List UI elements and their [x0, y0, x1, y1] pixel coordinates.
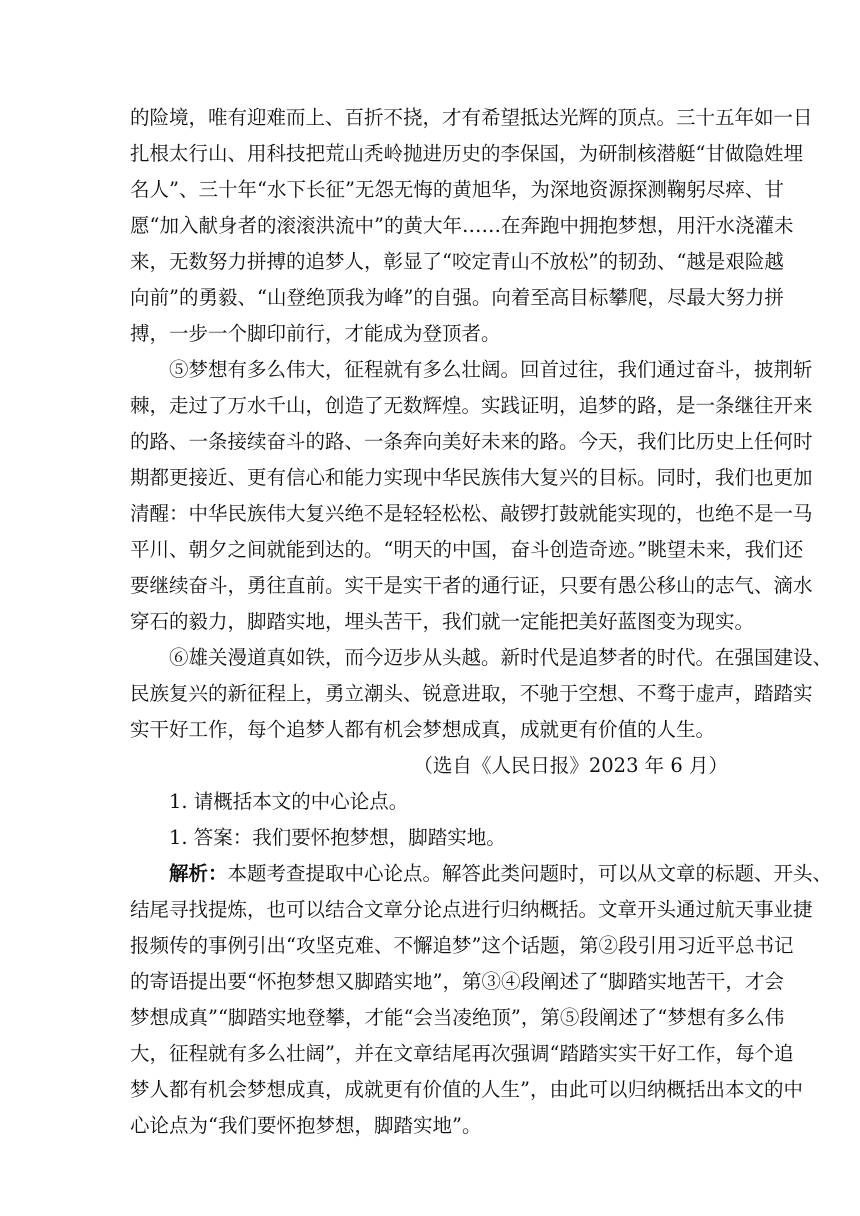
text-line: 穿石的毅力，脚踏实地，埋头苦干，我们就一定能把美好蓝图变为现实。 — [130, 610, 755, 633]
text-line: 要继续奋斗，勇往直前。实干是实干者的通行证，只要有愚公移山的志气、滴水 — [130, 574, 813, 597]
question: 1. 请概括本文的中心论点。 — [169, 790, 409, 813]
text-line: ⑤梦想有多么伟大，征程就有多么壮阔。回首过往，我们通过奋斗，披荆斩 — [169, 358, 813, 381]
analysis — [130, 856, 833, 1144]
document-page — [130, 100, 833, 1144]
text-line: 报频传的事例引出“攻坚克难、不懈追梦”这个话题，第②段引用习近平总书记 — [130, 934, 794, 957]
text-line: 实干好工作，每个追梦人都有机会梦想成真，成就更有价值的人生。 — [130, 718, 716, 741]
text-line: 的险境，唯有迎难而上、百折不挠，才有希望抵达光辉的顶点。三十五年如一日 — [130, 106, 813, 129]
text-line: 民族复兴的新征程上，勇立潮头、锐意进取，不驰于空想、不骛于虚声，踏踏实 — [130, 682, 813, 705]
text-line: 梦人都有机会梦想成真，成就更有价值的人生”，由此可以归纳概括出本文的中 — [130, 1078, 803, 1101]
paragraph-6 — [130, 640, 833, 748]
text-line: 结尾寻找提炼，也可以结合文章分论点进行归纳概括。文章开头通过航天事业捷 — [130, 898, 813, 921]
text-line: 愿“加入献身者的滚滚洪流中”的黄大年……在奔跑中拥抱梦想，用汗水浇灌未 — [130, 214, 794, 237]
text-line: 清醒：中华民族伟大复兴绝不是轻轻松松、敲锣打鼓就能实现的，也绝不是一马 — [130, 502, 813, 525]
text-line: 名人”、三十年“水下长征”无怨无悔的黄旭华，为深地资源探测鞠躬尽瘁、甘 — [130, 178, 784, 201]
text-line: 扎根太行山、用科技把荒山秃岭抛进历史的李保国，为研制核潜艇“甘做隐姓埋 — [130, 142, 803, 165]
analysis-first-text: 本题考查提取中心论点。解答此类问题时，可以从文章的标题、开头、 — [227, 862, 833, 885]
text-line: 梦想成真”“脚踏实地登攀，才能“会当凌绝顶”，第⑤段阐述了“梦想有多么伟 — [130, 1006, 785, 1029]
paragraph-4-tail — [130, 100, 813, 352]
analysis-label: 解析： — [169, 862, 228, 885]
text-line: 棘，走过了万水千山，创造了无数辉煌。实践证明，追梦的路，是一条继往开来 — [130, 394, 813, 417]
paragraph-5 — [130, 352, 813, 640]
analysis-first-line — [130, 856, 833, 892]
text-line: 期都更接近、更有信心和能力实现中华民族伟大复兴的目标。同时，我们也更加 — [130, 466, 813, 489]
text-line: ⑥雄关漫道真如铁，而今迈步从头越。新时代是追梦者的时代。在强国建设、 — [169, 646, 833, 669]
text-line: 的寄语提出要“怀抱梦想又脚踏实地”，第③④段阐述了“脚踏实地苦干，才会 — [130, 970, 784, 993]
text-line: 的路、一条接续奋斗的路、一条奔向美好未来的路。今天，我们比历史上任何时 — [130, 430, 813, 453]
text-line: 来，无数努力拼搏的追梦人，彰显了“咬定青山不放松”的韧劲、“越是艰险越 — [130, 250, 784, 273]
text-line: 心论点为“我们要怀抱梦想，脚踏实地”。 — [130, 1114, 482, 1137]
text-line: 搏，一步一个脚印前行，才能成为登顶者。 — [130, 322, 501, 345]
text-line: 平川、朝夕之间就能到达的。“明天的中国，奋斗创造奇迹。”眺望未来，我们还 — [130, 538, 804, 561]
answer: 1. 答案：我们要怀抱梦想，脚踏实地。 — [169, 826, 506, 849]
text-line: 大，征程就有多么壮阔”，并在文章结尾再次强调“踏踏实实干好工作，每个追 — [130, 1042, 794, 1065]
text-line: 向前”的勇毅、“山登绝顶我为峰”的自强。向着至高目标攀爬，尽最大努力拼 — [130, 286, 784, 309]
source-citation: （选自《人民日报》2023 年 6 月） — [413, 754, 728, 777]
